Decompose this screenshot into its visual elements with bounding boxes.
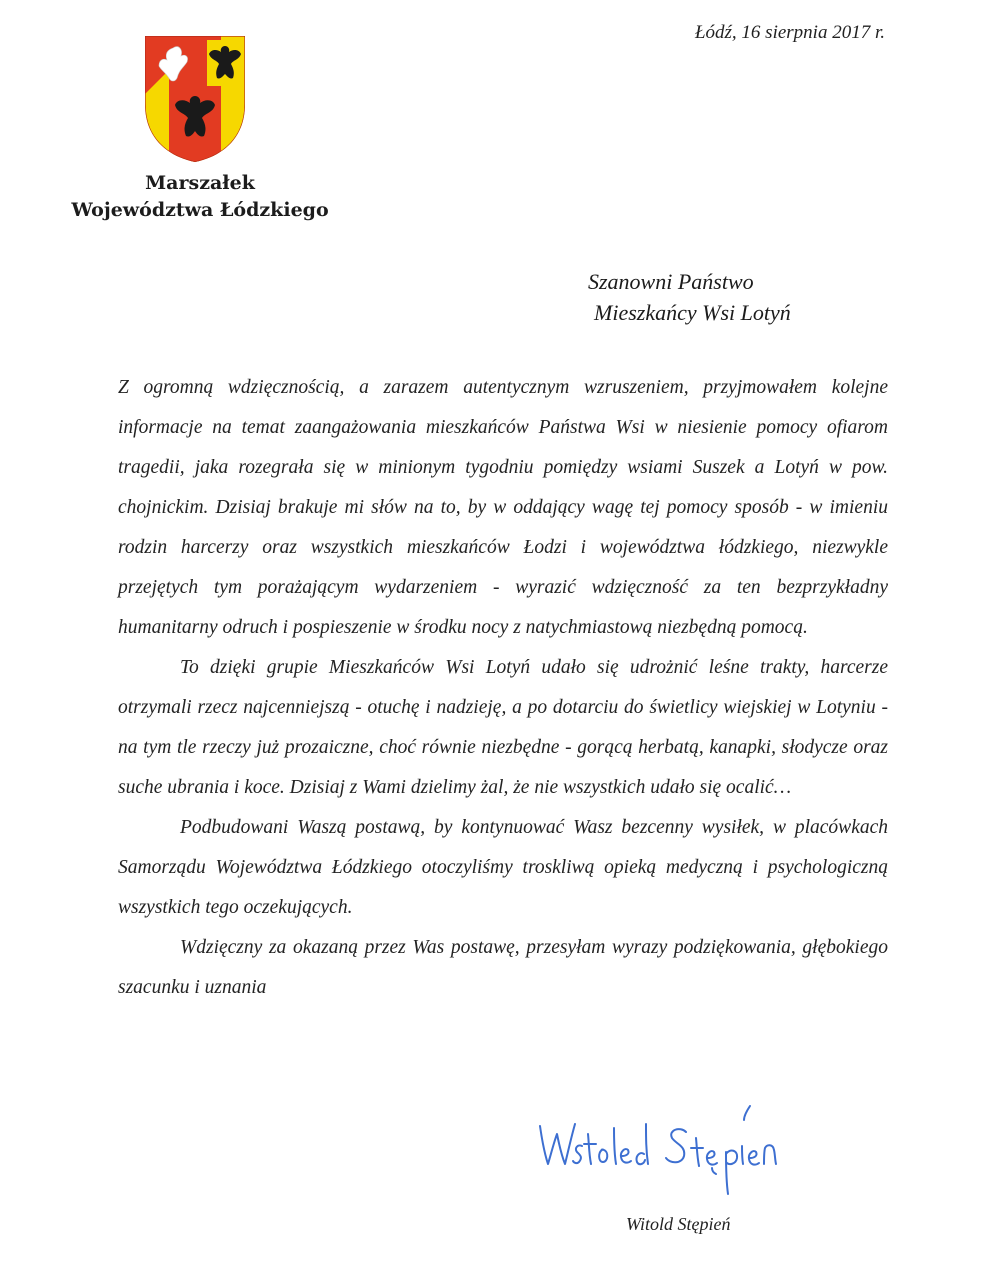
paragraph-4: Wdzięczny za okazaną przez Was postawę, przesyłam wyrazy podziękowania, głębokiego szacunku i uznania [118,937,888,998]
coat-of-arms-icon [143,34,247,164]
salutation-line-2: Mieszkańcy Wsi Lotyń [594,300,791,325]
office-title: Marszałek [145,172,255,194]
salutation [588,266,791,328]
sender-office [60,170,340,224]
office-region: Województwa Łódzkiego [71,199,329,221]
salutation-line-1: Szanowni Państwo [588,269,754,294]
letter-body [118,368,888,1008]
paragraph-2: To dzięki grupie Mieszkańców Wsi Lotyń udało się udrożnić leśne trakty, harcerze otrzymali rzecz najcenniejszą - otuchę i nadzieję, a po dotarciu do świetlicy wiejskiej w Lotyniu - na tym tle rzeczy już prozaiczne, choć równie niezbędne - gorącą herbatą, kanapki, słodycze oraz suche ubrania i koce. Dzisiaj z Wami dzielimy żal, że nie wszystkich udało się ocalić… [118,657,888,798]
paragraph-1: Z ogromną wdzięcznością, a zarazem autentycznym wzruszeniem, przyjmowałem kolejne informacje na temat zaangażowania mieszkańców Państwa Wsi w niesienie pomocy ofiarom tragedii, jaka rozegrała się w minionym tygodniu pomiędzy wsiami Suszek a Lotyń w pow. chojnickim. Dzisiaj brakuje mi słów na to, by w oddający wagę tej pomocy sposób - w imieniu rodzin harcerzy oraz wszystkich mieszkańców Łodzi i województwa łódzkiego, niezwykle przejętych tym porażającym wydarzeniem - wyrazić wdzięczność za ten bezprzykładny humanitarny odruch i pospieszenie w środku nocy z natychmiastową niezbędną pomocą. [118,377,888,638]
paragraph-3: Podbudowani Waszą postawą, by kontynuować Wasz bezcenny wysiłek, w placówkach Samorządu Województwa Łódzkiego otoczyliśmy troskliwą opieką medyczną i psychologiczną wszystkich tego oczekujących. [118,817,888,918]
letter-date: Łódź, 16 sierpnia 2017 r. [694,22,885,43]
handwritten-signature [536,1098,836,1208]
signer-name: Witold Stępień [626,1214,731,1234]
